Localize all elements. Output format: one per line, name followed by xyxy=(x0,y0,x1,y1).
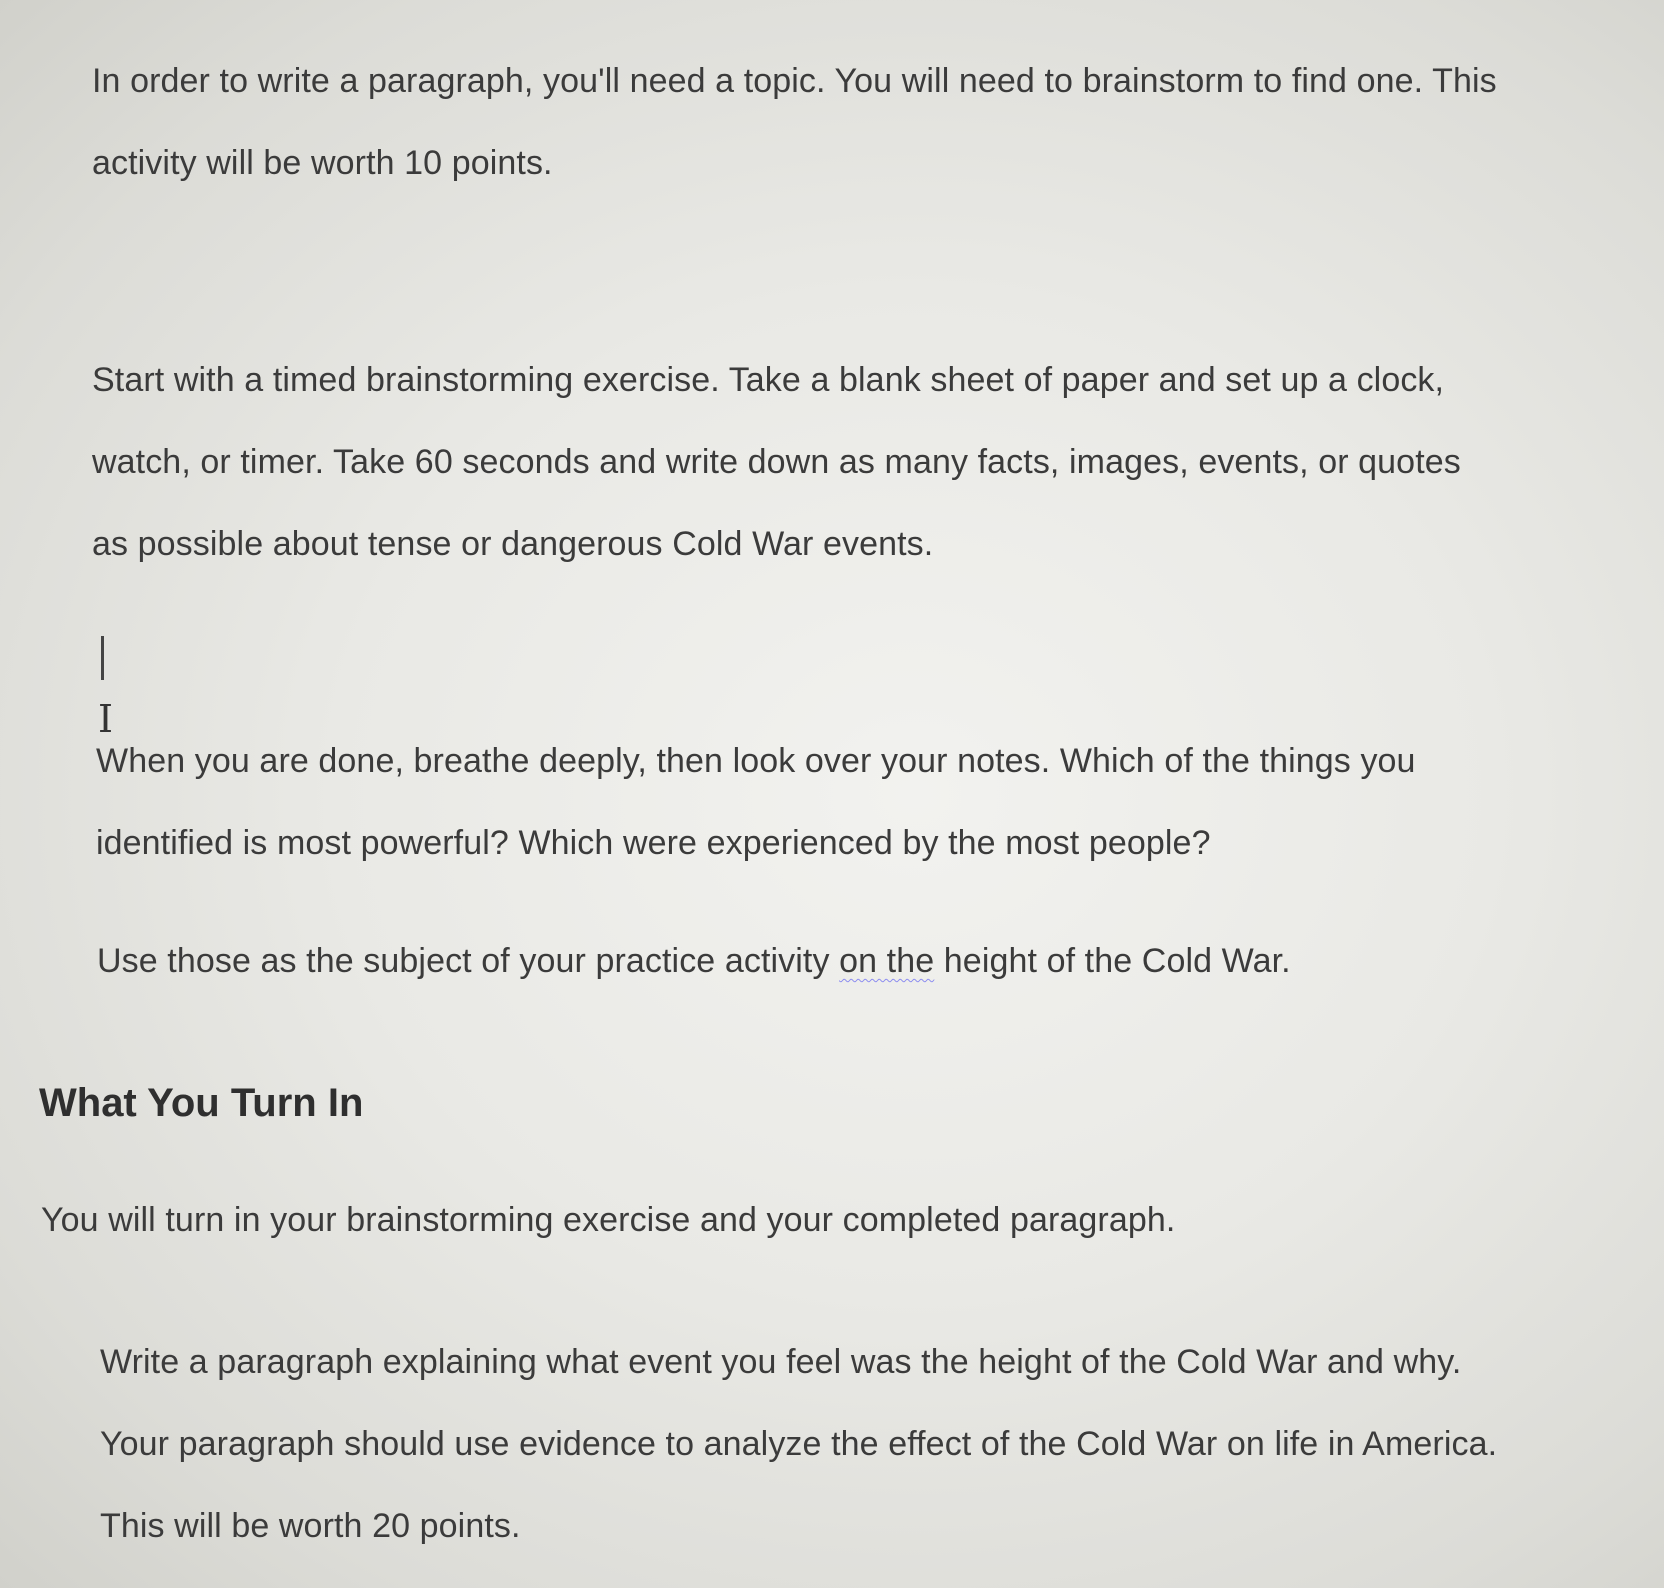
spellcheck-flagged-text[interactable]: on the xyxy=(839,942,935,980)
use-paragraph xyxy=(97,920,1291,1002)
text-insertion-caret xyxy=(101,636,104,680)
turn-in-paragraph xyxy=(100,1321,1497,1567)
turn-in-line-1: Write a paragraph explaining what event you feel was the height of the Cold War and why. xyxy=(100,1343,1462,1381)
brainstorm-line-2: watch, or timer. Take 60 seconds and write down as many facts, images, events, or quotes xyxy=(92,443,1461,481)
use-text-after: height of the Cold War. xyxy=(934,942,1291,980)
brainstorm-line-1: Start with a timed brainstorming exercise. Take a blank sheet of paper and set up a clock, xyxy=(92,361,1445,399)
turn-in-summary: You will turn in your brainstorming exercise and your completed paragraph. xyxy=(41,1201,1176,1239)
use-text-before: Use those as the subject of your practice activity xyxy=(97,942,840,980)
section-heading-what-you-turn-in: What You Turn In xyxy=(39,1081,364,1125)
reflect-line-2: identified is most powerful? Which were experienced by the most people? xyxy=(96,824,1211,862)
intro-line-2: activity will be worth 10 points. xyxy=(92,144,553,182)
i-beam-cursor-icon: I xyxy=(98,697,114,741)
brainstorm-line-3: as possible about tense or dangerous Cold War events. xyxy=(92,525,934,563)
intro-line-1: In order to write a paragraph, you'll need a topic. You will need to brainstorm to find one. This xyxy=(92,62,1497,100)
turn-in-line-2: Your paragraph should use evidence to analyze the effect of the Cold War on life in America. xyxy=(100,1425,1498,1463)
reflect-line-1: When you are done, breathe deeply, then look over your notes. Which of the things you xyxy=(96,742,1416,780)
reflect-paragraph xyxy=(96,720,1416,884)
brainstorm-paragraph xyxy=(92,339,1461,585)
turn-in-line-3: This will be worth 20 points. xyxy=(100,1507,521,1545)
intro-paragraph xyxy=(92,40,1497,204)
